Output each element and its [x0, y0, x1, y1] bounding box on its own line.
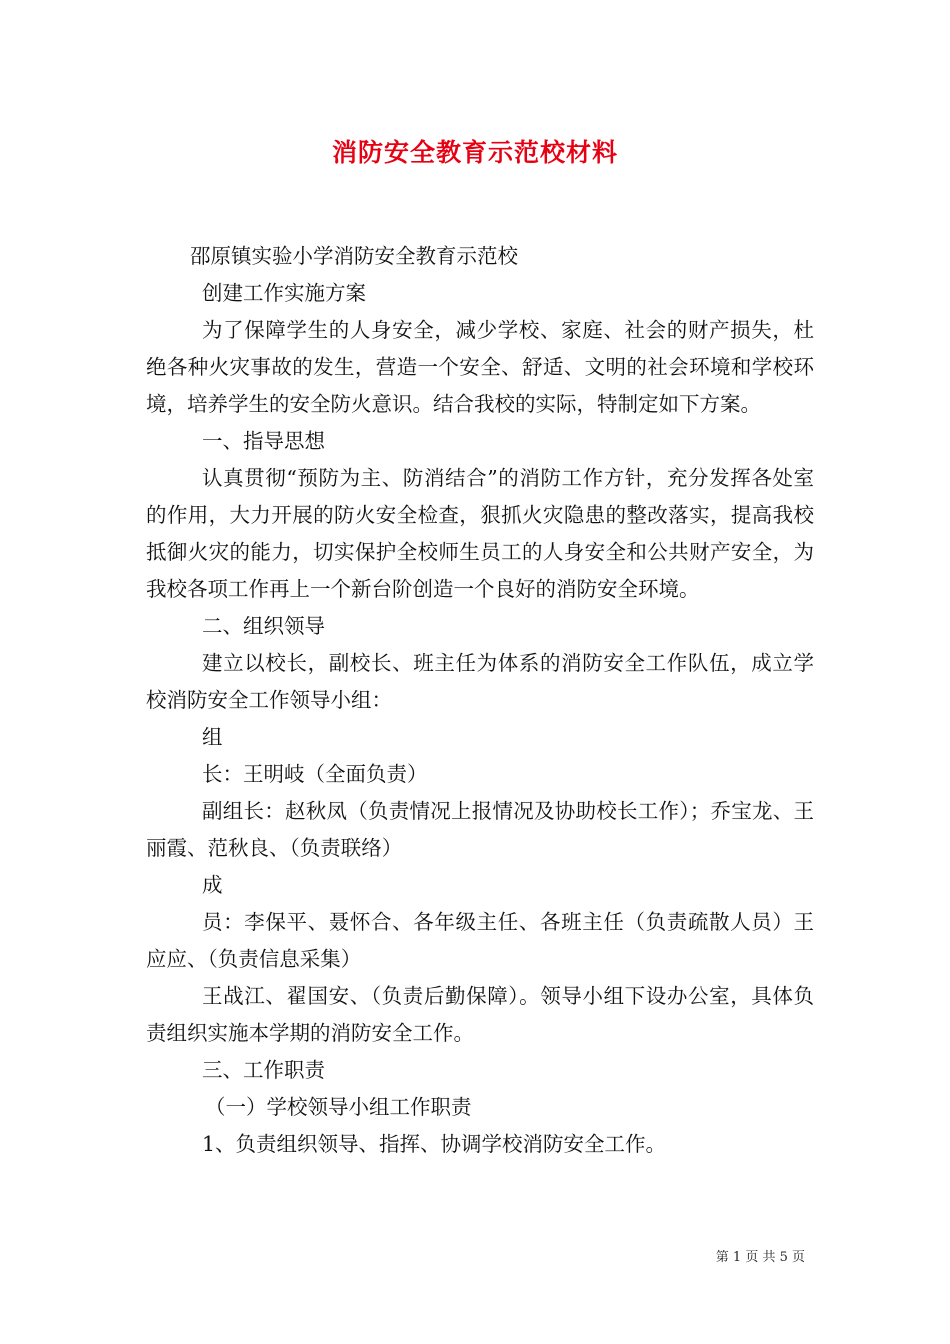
section-heading-guiding-ideology: 一、指导思想 — [202, 429, 325, 453]
page-number: 第 1 页 共 5 页 — [715, 1250, 805, 1265]
group-leader-line: 长：王明岐（全面负责） — [202, 762, 428, 786]
members-paragraph: 员：李保平、聂怀合、各年级主任、各班主任（负责疏散人员）王应应、（负责信息采集） — [146, 910, 814, 971]
organization-paragraph: 建立以校长，副校长、班主任为体系的消防安全工作队伍，成立学校消防安全工作领导小组： — [146, 651, 814, 712]
subsection-heading-leadership-duties: （一）学校领导小组工作职责 — [205, 1095, 472, 1119]
group-label-line: 组 — [202, 725, 223, 749]
member-label-line: 成 — [202, 873, 223, 897]
subtitle-line-2: 创建工作实施方案 — [202, 281, 366, 305]
subtitle-line-1: 邵原镇实验小学消防安全教育示范校 — [190, 244, 518, 268]
intro-paragraph: 为了保障学生的人身安全，减少学校、家庭、社会的财产损失，杜绝各种火灾事故的发生，营造一个安全、舒适、文明的社会环境和学校环境，培养学生的安全防火意识。结合我校的实际，特制定如下方案。 — [146, 318, 814, 416]
section-heading-organization: 二、组织领导 — [202, 614, 325, 638]
document-body — [146, 238, 814, 1163]
guiding-ideology-paragraph: 认真贯彻“预防为主、防消结合”的消防工作方针，充分发挥各处室的作用，大力开展的防火安全检查，狠抓火灾隐患的整改落实，提高我校抵御火灾的能力，切实保护全校师生员工的人身安全和公共财产安全，为我校各项工作再上一个新台阶创造一个良好的消防安全环境。 — [146, 466, 814, 601]
office-paragraph: 王战江、翟国安、（负责后勤保障）。领导小组下设办公室，具体负责组织实施本学期的消防安全工作。 — [146, 984, 814, 1045]
section-heading-duties: 三、工作职责 — [202, 1058, 325, 1082]
duty-item-1: 1、负责组织领导、指挥、协调学校消防安全工作。 — [202, 1132, 667, 1156]
deputy-leader-paragraph: 副组长：赵秋凤（负责情况上报情况及协助校长工作）；乔宝龙、王丽霞、范秋良、（负责联络） — [146, 799, 814, 860]
document-title: 消防安全教育示范校材料 — [331, 138, 618, 167]
